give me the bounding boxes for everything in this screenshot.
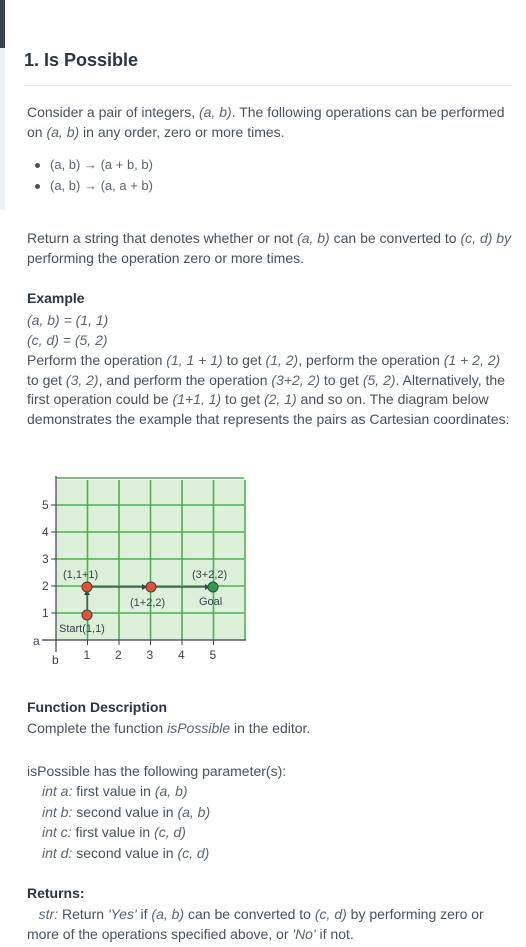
goal-point bbox=[208, 582, 218, 592]
y-tick-label: 4 bbox=[42, 525, 49, 539]
example-expression: (2, 1) bbox=[263, 391, 297, 407]
example-text-run: , and perform the operation bbox=[98, 371, 272, 388]
label-goal: Goal bbox=[199, 596, 223, 608]
example-cd: (c, d) = (5, 2) bbox=[27, 332, 108, 348]
example-explanation bbox=[27, 351, 512, 429]
return-paragraph: Return a string that denotes whether or not (a, b) can be converted to (c, d) by performing the operation zero or more times. bbox=[27, 230, 512, 266]
title-divider bbox=[24, 85, 512, 86]
problem-title: 1. Is Possible bbox=[24, 50, 139, 70]
example-text-run: Perform the operation bbox=[27, 352, 167, 368]
x-tick-label: 3 bbox=[146, 648, 154, 662]
returns-text: str: Return 'Yes' if (a, b) can be converted to (c, d) by performing zero or more of the operations specified above, or 'No' if not. bbox=[27, 906, 484, 942]
example-text-run: to get bbox=[222, 352, 266, 368]
parameter-name: int d: bbox=[42, 844, 73, 861]
example-text-run: to get bbox=[221, 391, 264, 407]
point-1-2 bbox=[82, 582, 92, 592]
example-expression: (3, 2) bbox=[65, 371, 99, 388]
example-text-run: to get bbox=[320, 371, 363, 388]
example-heading: Example bbox=[27, 290, 85, 306]
y-tick-label: 2 bbox=[42, 579, 49, 593]
parameter-desc: first value in bbox=[71, 824, 155, 840]
y-tick-label: 1 bbox=[42, 606, 49, 620]
example-expression: (3+2, 2) bbox=[271, 371, 321, 388]
function-description-text: Complete the function isPossible in the editor. bbox=[27, 720, 311, 736]
example-text-run: to get bbox=[27, 371, 66, 388]
example-text-run: , perform the operation bbox=[298, 352, 444, 368]
intro-paragraph: Consider a pair of integers, (a, b). The following operations can be performed on (a, b) in any order, zero or more times. bbox=[27, 104, 505, 140]
example-ab: (a, b) = (1, 1) bbox=[27, 312, 109, 328]
example-expression: (1+1, 1) bbox=[172, 391, 222, 407]
parameter-desc: second value in bbox=[72, 844, 178, 861]
params-intro: isPossible has the following parameter(s): bbox=[27, 763, 287, 779]
example-expression: (1 + 2, 2) bbox=[443, 352, 501, 368]
label-start: Start(1,1) bbox=[59, 623, 105, 635]
example-text-run: and so on. The diagram below demonstrates the example that represents the pairs as Cartesian coordinates: bbox=[27, 391, 510, 427]
point-3-2 bbox=[146, 582, 156, 592]
parameter-desc: second value in bbox=[72, 803, 178, 820]
x-tick-label: 2 bbox=[115, 648, 122, 662]
parameter-name: int b: bbox=[42, 803, 73, 820]
parameter-desc: first value in bbox=[72, 783, 155, 799]
start-point bbox=[82, 610, 92, 620]
example-expression: (1, 2) bbox=[265, 352, 299, 368]
parameter-item bbox=[42, 824, 186, 840]
y-axis-label: a bbox=[33, 634, 40, 648]
parameter-item bbox=[42, 783, 188, 799]
operation-item: (a, b) → (a, a + b) bbox=[50, 178, 153, 193]
left-edge-strip bbox=[0, 48, 5, 210]
example-text-run: . Alternatively, the first operation could be bbox=[27, 371, 505, 407]
returns-heading: Returns: bbox=[27, 885, 85, 901]
parameter-name: int c: bbox=[42, 824, 72, 840]
example-expression: (5, 2) bbox=[362, 371, 396, 388]
left-edge-bar bbox=[0, 0, 5, 48]
parameter-ref: (a, b) bbox=[177, 803, 211, 820]
parameter-ref: (a, b) bbox=[154, 783, 188, 799]
bullet-dot bbox=[35, 184, 40, 189]
x-tick-label: 1 bbox=[83, 648, 91, 662]
x-tick-label: 5 bbox=[209, 648, 217, 662]
function-description-heading: Function Description bbox=[27, 699, 167, 715]
parameter-item bbox=[42, 845, 209, 861]
y-tick-label: 3 bbox=[42, 552, 49, 566]
y-tick-label: 5 bbox=[42, 498, 49, 512]
x-tick-label: 4 bbox=[178, 648, 185, 662]
example-expression: (1, 1 + 1) bbox=[166, 352, 223, 368]
parameter-name: int a: bbox=[42, 783, 73, 799]
bullet-dot bbox=[35, 163, 40, 168]
parameter-ref: (c, d) bbox=[154, 824, 186, 840]
cartesian-diagram bbox=[0, 470, 270, 670]
label-1plus2-2: (1+2,2) bbox=[130, 597, 166, 609]
operation-item: (a, b) → (a + b, b) bbox=[50, 157, 153, 172]
label-1-1plus1: (1,1+1) bbox=[63, 569, 99, 581]
parameter-ref: (c, d) bbox=[177, 844, 210, 861]
label-3plus2-2: (3+2,2) bbox=[192, 569, 228, 581]
parameter-item bbox=[42, 804, 210, 820]
x-axis-label: b bbox=[52, 653, 59, 667]
